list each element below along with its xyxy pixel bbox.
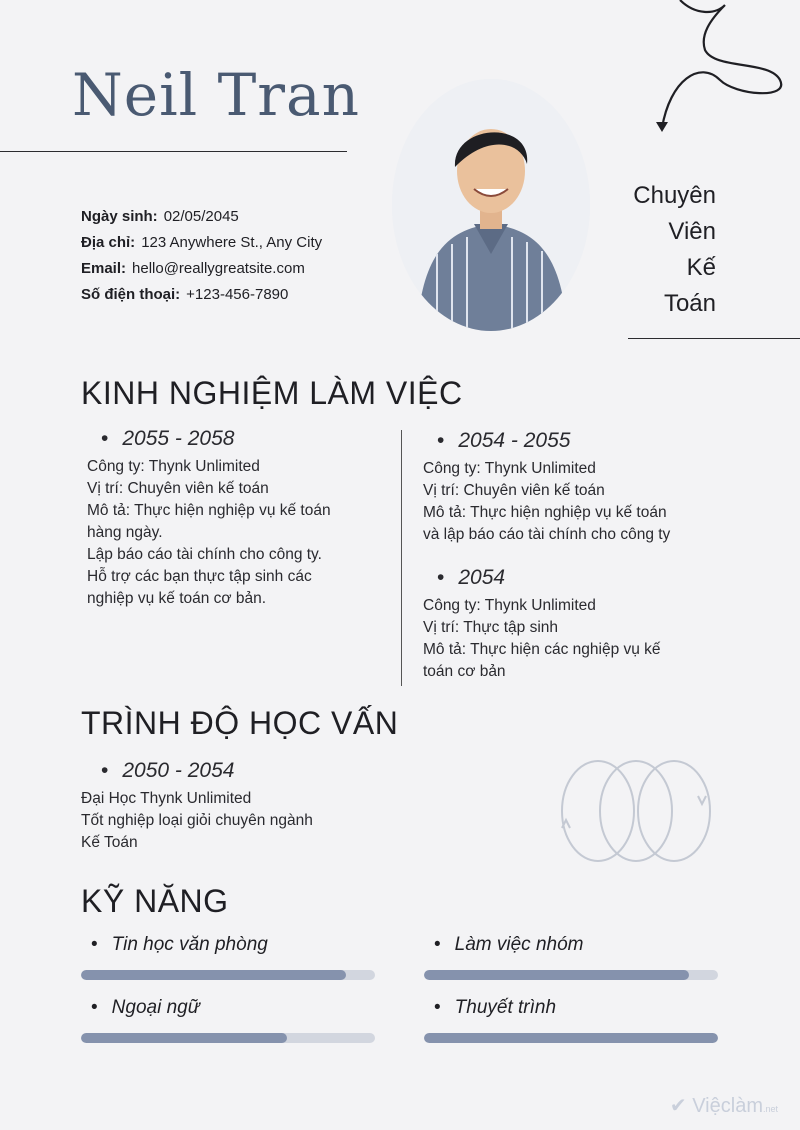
education-heading: TRÌNH ĐỘ HỌC VẤN <box>81 705 399 741</box>
contact-email: Email: hello@reallygreatsite.com <box>81 260 305 277</box>
contact-phone: Số điện thoại: +123-456-7890 <box>81 286 289 303</box>
education-year: • 2050 - 2054 <box>87 760 401 782</box>
job-entry: • 2054 - 2055 Công ty: Thynk Unlimited Vị trí: Chuyên viên kế toán Mô tả: Thực hiện nghiệp vụ kế toán và lập báo cáo tài chính cho công ty <box>423 430 743 546</box>
watermark-logo: ✔ Việclàm.net <box>669 1095 778 1117</box>
skill-bar <box>424 970 718 980</box>
watermark-icon: ✔ <box>669 1095 687 1117</box>
job-year: • 2054 <box>423 567 743 589</box>
decorative-loops <box>558 758 718 868</box>
profile-photo <box>392 79 590 331</box>
job-title: Chuyên Viên Kế Toán <box>633 182 716 317</box>
experience-divider <box>401 430 402 686</box>
skill-bar <box>81 970 375 980</box>
skill-item <box>81 934 375 980</box>
candidate-name: Neil Tran <box>72 61 360 129</box>
experience-heading: KINH NGHIỆM LÀM VIỆC <box>81 375 463 411</box>
job-entry: • 2054 Công ty: Thynk Unlimited Vị trí: Thực tập sinh Mô tả: Thực hiện các nghiệp vụ kế toán cơ bản <box>423 567 743 683</box>
name-divider <box>0 151 347 152</box>
job-year: • 2055 - 2058 <box>87 428 387 450</box>
skill-label: • Ngoại ngữ <box>81 997 375 1019</box>
skill-label: • Tin học văn phòng <box>81 934 375 956</box>
skill-item <box>424 934 718 980</box>
job-year: • 2054 - 2055 <box>423 430 743 452</box>
skill-label: • Thuyết trình <box>424 997 718 1019</box>
education-entry: • 2050 - 2054 Đại Học Thynk Unlimited Tốt nghiệp loại giỏi chuyên ngành Kế Toán <box>81 760 401 854</box>
skill-item <box>81 997 375 1043</box>
contact-birthdate: Ngày sinh: 02/05/2045 <box>81 208 239 225</box>
skill-item <box>424 997 718 1043</box>
skill-bar-fill <box>81 1033 287 1043</box>
skill-bar-fill <box>424 970 689 980</box>
skills-heading: KỸ NĂNG <box>81 883 229 919</box>
skill-bar-fill <box>424 1033 718 1043</box>
decorative-squiggle <box>640 0 800 140</box>
skill-label: • Làm việc nhóm <box>424 934 718 956</box>
skill-bar <box>81 1033 375 1043</box>
contact-info <box>81 204 322 308</box>
contact-address: Địa chỉ: 123 Anywhere St., Any City <box>81 234 323 251</box>
skill-bar-fill <box>81 970 346 980</box>
skill-bar <box>424 1033 718 1043</box>
job-entry: • 2055 - 2058 Công ty: Thynk Unlimited Vị trí: Chuyên viên kế toán Mô tả: Thực hiện nghiệp vụ kế toán hàng ngày. Lập báo cáo tài chính cho công ty. Hỗ trợ các bạn thực tập sinh các nghiệp vụ kế toán cơ bản. <box>87 428 387 610</box>
role-divider <box>628 338 800 339</box>
